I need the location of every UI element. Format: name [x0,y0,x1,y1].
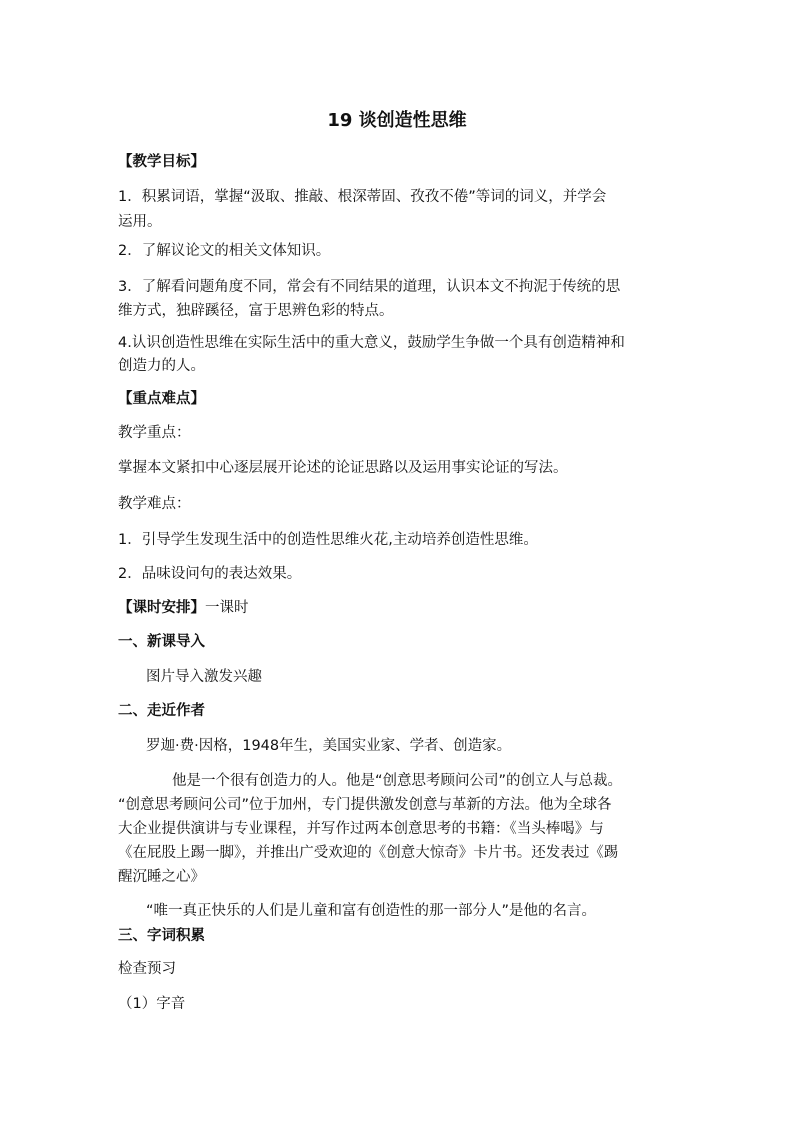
objective-line: 运用。 [118,214,162,230]
difficult-label: 教学难点： [118,496,191,512]
part2-para-line: 大企业提供演讲与专业课程，并写作过两本创意思考的书籍：《当头棒喝》与 [118,821,604,837]
part2-quote: “唯一真正快乐的人们是儿童和富有创造性的那一部分人”是他的名言。 [146,903,597,919]
part3-heading: 三、字词积累 [118,928,205,944]
schedule-value: 一课时 [205,600,249,616]
part2-intro: 罗迦·费·因格，1948年生，美国实业家、学者、创造家。 [146,738,512,754]
objective-line: 4.认识创造性思维在实际生活中的重大意义，鼓励学生争做一个具有创造精神和 [118,335,625,351]
objective-line: 创造力的人。 [118,358,205,374]
objective-line: 1．积累词语，掌握“汲取、推敲、根深蒂固、孜孜不倦”等词的词义，并学会 [118,189,607,205]
schedule-heading: 【课时安排】 [118,600,205,616]
part2-para-line: 醒沉睡之心》 [118,869,205,885]
part2-para-line: 他是一个很有创造力的人。他是“创意思考顾问公司”的创立人与总裁。 [172,773,623,789]
objective-line: 2．了解议论文的相关文体知识。 [118,243,331,259]
part3-item: （1）字音 [118,996,186,1012]
objective-line: 3．了解看问题角度不同，常会有不同结果的道理，认识本文不拘泥于传统的思 [118,279,621,295]
page-title: 19 谈创造性思维 [327,110,467,131]
key-text: 掌握本文紧扣中心逐层展开论述的论证思路以及运用事实论证的写法。 [118,460,568,476]
part3-sub: 检查预习 [118,961,176,977]
key-label: 教学重点： [118,425,191,441]
part2-heading: 二、走近作者 [118,703,205,719]
difficult-line: 1．引导学生发现生活中的创造性思维火花,主动培养创造性思维。 [118,532,538,548]
objective-line: 维方式，独辟蹊径，富于思辨色彩的特点。 [118,303,394,319]
key-heading: 【重点难点】 [118,391,205,407]
part2-para-line: 《在屁股上踢一脚》，并推出广受欢迎的《创意大惊奇》卡片书。还发表过《踢 [118,845,619,861]
part2-para-line: “创意思考顾问公司”位于加州，专门提供激发创意与革新的方法。他为全球各 [118,797,612,813]
objectives-heading: 【教学目标】 [118,154,205,170]
schedule-line [118,599,249,617]
difficult-line: 2．品味设问句的表达效果。 [118,566,302,582]
part1-text: 图片导入激发兴趣 [146,669,262,685]
part1-heading: 一、新课导入 [118,634,205,650]
